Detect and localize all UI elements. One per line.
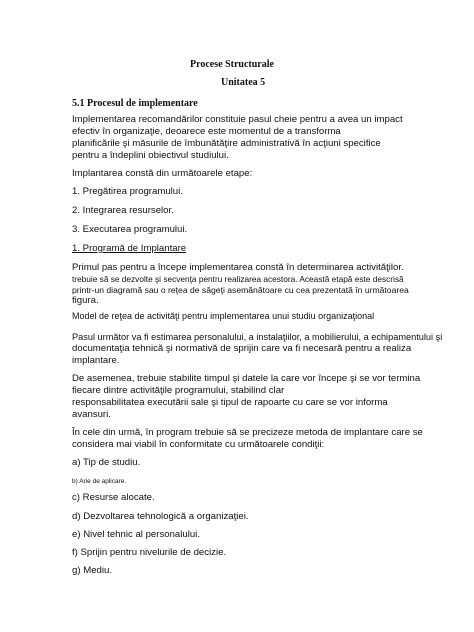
list-item: 3. Executarea programului. (72, 224, 188, 235)
list-item: f) Sprijin pentru nivelurile de decizie. (72, 547, 227, 558)
paragraph-line: fiecare dintre activităţile programului, stabilind clar (72, 385, 285, 396)
paragraph-line: printr-un diagramă sau o reţea de săgeţi asemănătoare cu cea prezentată în următoarea (72, 285, 409, 295)
paragraph-line: Pasul următor va fi estimarea personalului, a instalaţiilor, a mobilierului, a echipamentului şi (72, 332, 443, 342)
list-item: c) Resurse alocate. (72, 492, 155, 503)
subheading: 1. Programă de Implantare (72, 243, 187, 254)
paragraph-line: planificările şi măsurile de îmbunătăţire administrativă în acţiuni specifice (72, 138, 381, 149)
list-item: b) Arie de aplicare. (72, 478, 127, 485)
section-heading: 5.1 Procesul de implementare (72, 98, 198, 109)
paragraph-line: documentaţia tehnică şi normativă de sprijin care va fi necesară pentru a realiza (72, 343, 412, 354)
paragraph-line: avansuri. (72, 409, 111, 420)
list-item: e) Nivel tehnic al personalului. (72, 529, 200, 540)
list-item: 2. Integrarea resurselor. (72, 205, 174, 216)
paragraph-line: În cele din urmă, în program trebuie să se precizeze metoda de implantare care se (72, 427, 423, 438)
list-item: 1. Pregătirea programului. (72, 186, 183, 197)
document-title: Procese Structurale (190, 59, 274, 70)
list-item: g) Mediu. (72, 565, 112, 576)
paragraph-line: responsabilitatea executării sale şi tipul de rapoarte cu care se vor informa (72, 397, 388, 408)
paragraph-line: trebuie să se dezvolte şi secvenţa pentru realizarea acestora. Această etapă este descrisă (72, 274, 404, 284)
paragraph-line: pentru a îndeplini obiectivul studiului. (72, 150, 229, 161)
list-item: a) Tip de studiu. (72, 457, 141, 468)
paragraph-line: considera mai viabil în conformitate cu următoarele condiţii: (72, 439, 325, 450)
paragraph-line: Implantarea constă din următoarele etape: (72, 168, 253, 179)
paragraph-line: Model de reţea de activităţi pentru implementarea unui studiu organizaţional (72, 311, 375, 321)
paragraph-line: efectiv în organizaţie, deoarece este momentul de a transforma (72, 126, 341, 137)
list-item: d) Dezvoltarea tehnologică a organizaţiei. (72, 511, 249, 522)
paragraph-line: Implementarea recomandărilor constituie pasul cheie pentru a avea un impact (72, 114, 403, 125)
paragraph-line: Primul pas pentru a începe implementarea constă în determinarea activităţilor. (72, 262, 404, 273)
paragraph-line: implantare. (72, 355, 120, 366)
paragraph-line: figura. (72, 295, 99, 306)
paragraph-line: De asemenea, trebuie stabilite timpul şi datele la care vor începe şi se vor termina (72, 373, 421, 384)
unit-title: Unitatea 5 (221, 77, 266, 88)
